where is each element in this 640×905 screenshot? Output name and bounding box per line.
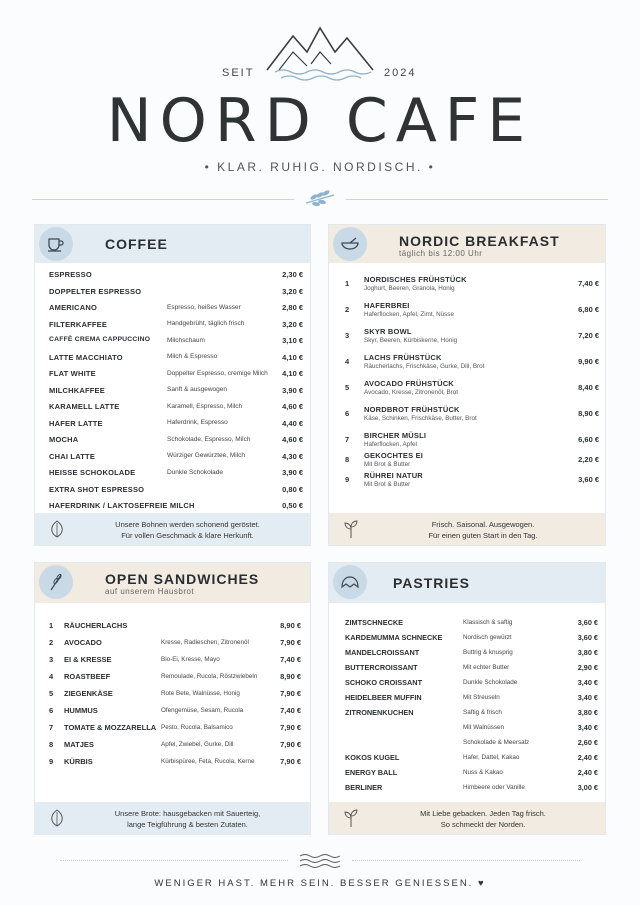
leaf-icon [47,519,67,539]
sandwiches-subtitle: auf unserem Hausbrot [105,587,195,596]
pastry-item-name: ZIMTSCHNECKE [345,618,403,627]
sandwich-item [49,621,301,638]
breakfast-item-number: 1 [345,279,350,288]
pastry-item [345,663,598,678]
coffee-item-price: 3,90 € [282,385,303,395]
sandwich-item [49,740,301,757]
coffee-footer [35,513,310,545]
sandwiches-footer-line2: lange Teigführung & besten Zutaten. [127,820,248,829]
breakfast-item [345,451,599,471]
breakfast-item-price: 6,80 € [578,305,599,314]
sandwich-item-number: 7 [49,723,54,732]
breakfast-item-price: 8,40 € [578,383,599,392]
pastry-item-name: SCHOKO CROISSANT [345,678,423,687]
breakfast-item-desc: Skyr, Beeren, Kürbiskerne, Honig [364,337,458,344]
breakfast-footer [329,513,605,545]
pastry-item-price: 2,90 € [577,663,598,672]
coffee-title: COFFEE [105,236,168,252]
pastry-item [345,768,598,783]
coffee-item-price: 3,20 € [282,286,303,296]
footer-divider-left [60,860,288,861]
coffee-item-name: MILCHKAFFEE [49,385,105,395]
breakfast-footer-line1: Frisch. Saisonal. Ausgewogen. [431,520,535,529]
sandwich-item-price: 7,40 € [280,655,301,664]
breakfast-item-name: SKYR BOWL [364,327,412,336]
sandwich-item [49,757,301,774]
coffee-item [49,485,303,502]
pastry-item-price: 2,40 € [577,768,598,777]
pastry-item-desc: Saftig & frisch [463,708,502,716]
breakfast-item-price: 9,90 € [578,357,599,366]
coffee-item-name: ESPRESSO [49,270,92,279]
sandwich-item-name: TOMATE & MOZZARELLA [64,723,157,732]
sandwich-item-name: HUMMUS [64,706,98,715]
pastry-item-desc: Schokolade & Meersalz [463,738,530,746]
breakfast-item [345,275,599,301]
pastry-item-desc: Mit Streuseln [463,693,500,701]
coffee-item-name: HEISSE SCHOKOLADE [49,468,136,477]
pastry-item-desc: Hafer, Dattel, Kakao [463,753,520,761]
leaf-ornament-icon [302,189,338,209]
sandwich-item-number: 6 [49,706,54,715]
breakfast-title: NORDIC BREAKFAST [399,233,560,249]
sandwich-item-name: EI & KRESSE [64,655,112,664]
pastry-item-price: 2,60 € [577,738,598,747]
breakfast-item-name: NORDBROT FRÜHSTÜCK [364,405,460,414]
coffee-item-desc: Doppelter Espresso, cremige Milch [167,369,268,377]
breakfast-item-name: BIRCHER MÜSLI [364,431,427,440]
coffee-item-price: 0,80 € [282,484,303,494]
breakfast-item-name: HAFERBREI [364,301,410,310]
coffee-item-price: 3,20 € [282,319,303,329]
pastry-item-desc: Dunkle Schokolade [463,678,518,686]
pastry-item-name: ENERGY BALL [345,768,398,777]
sandwich-item-desc: Apfel, Zwiebel, Gurke, Dill [161,740,234,748]
breakfast-item-number: 3 [345,331,350,340]
breakfast-subtitle: täglich bis 12:00 Uhr [399,249,483,258]
sandwiches-footer-line1: Unsere Brote: hausgebacken mit Sauerteig, [114,809,261,818]
sandwich-item-name: KÜRBIS [64,757,93,766]
breakfast-item [345,327,599,353]
sandwiches-footer [35,802,310,834]
sandwich-item-price: 8,90 € [280,672,301,681]
breakfast-list [345,275,599,491]
pastry-item [345,753,598,768]
coffee-footer-text [75,519,300,541]
breakfast-item-desc: Joghurt, Beeren, Granola, Honig [364,285,455,292]
coffee-item-desc: Handgebrüht, täglich frisch [167,320,245,327]
sandwich-item-price: 7,90 € [280,757,301,766]
breakfast-item [345,379,599,405]
sandwich-item-price: 7,90 € [280,723,301,732]
pastry-item [345,633,598,648]
sandwiches-footer-text [75,808,300,830]
coffee-item-desc: Karamell, Espresso, Milch [167,402,243,410]
mountain-logo-icon [265,22,375,84]
coffee-item [49,468,303,485]
coffee-item-price: 2,30 € [282,270,303,279]
brand-title: NORD CAFE [106,86,534,156]
pastries-title: PASTRIES [393,575,470,591]
coffee-item-price: 0,50 € [282,501,303,510]
coffee-item-name: MOCHA [49,435,79,444]
footer-slogan: WENIGER HAST. MEHR SEIN. BESSER GENIESSEN. ♥ [154,878,486,889]
bowl-icon [333,227,367,261]
pastry-item-price: 3,60 € [577,633,598,642]
breakfast-footer-line2: Für einen guten Start in den Tag. [428,531,538,540]
coffee-item-name: FLAT WHITE [49,369,96,378]
pastry-item-desc: Buttrig & knusprig [463,648,513,656]
pastries-footer [329,802,605,834]
coffee-footer-line1: Unsere Bohnen werden schonend geröstet. [115,520,260,529]
pastries-card [328,562,606,835]
breakfast-item-name: AVOCADO FRÜHSTÜCK [364,379,454,388]
wheat-icon [39,565,73,599]
breakfast-item-price: 7,40 € [578,279,599,288]
pastry-item-price: 3,40 € [577,723,598,732]
breakfast-item [345,405,599,431]
coffee-item-name: HAFERDRINK / LAKTOSEFREIE MILCH [49,501,195,510]
pastry-item-name: MANDELCROISSANT [345,648,420,657]
leaf-icon [47,808,67,828]
sandwich-item-desc: Rote Bete, Walnüsse, Honig [161,689,240,697]
coffee-item-price: 2,80 € [282,303,303,312]
sandwich-item-number: 4 [49,672,54,681]
sandwich-item-number: 2 [49,638,54,647]
pastry-item-price: 2,40 € [577,753,598,762]
coffee-item-name: LATTE MACCHIATO [49,352,123,362]
waves-icon [298,852,342,870]
coffee-item-price: 4,60 € [282,402,303,411]
sandwich-item-number: 3 [49,655,54,664]
sandwich-item-price: 7,40 € [280,706,301,715]
coffee-item-name: HAFER LATTE [49,418,103,428]
coffee-item-price: 4,10 € [282,369,303,378]
coffee-item-name: DOPPELTER ESPRESSO [49,286,142,296]
pastry-item [345,783,598,798]
sandwich-item [49,723,301,740]
croissant-icon [333,565,367,599]
coffee-item [49,369,303,386]
pastries-list [345,618,598,798]
coffee-header [35,225,310,263]
pastry-item-name: KARDEMUMMA SCHNECKE [345,633,443,642]
breakfast-item-desc: Haferflocken, Apfel, Zimt, Nüsse [364,311,454,318]
coffee-item [49,419,303,436]
sandwich-item-desc: Pesto, Rucola, Balsamico [161,723,233,731]
breakfast-footer-text [369,519,597,541]
breakfast-item [345,471,599,491]
breakfast-item-name: NORDISCHES FRÜHSTÜCK [364,275,467,284]
pastry-item [345,723,598,738]
pastry-item-price: 3,80 € [577,648,598,657]
coffee-item-price: 4,60 € [282,435,303,444]
breakfast-item-price: 3,60 € [578,475,599,484]
coffee-item-name: CAFFÈ CREMA CAPPUCCINO [49,336,151,343]
sandwich-item-name: ROASTBEEF [64,672,111,681]
coffee-cup-icon [39,227,73,261]
coffee-item [49,303,303,320]
pastry-item [345,648,598,663]
breakfast-item-price: 2,20 € [578,455,599,464]
breakfast-item-desc: Käse, Schinken, Frischkäse, Butter, Brot [364,415,477,422]
breakfast-item-name: GEKOCHTES EI [364,451,424,460]
pastry-item-name: KOKOS KUGEL [345,753,400,762]
breakfast-item-price: 6,60 € [578,435,599,444]
coffee-item-desc: Espresso, heißes Wasser [167,303,241,311]
sandwich-item-desc: Kresse, Radieschen, Zitronenöl [161,638,249,646]
breakfast-item-number: 7 [345,435,350,444]
breakfast-item [345,353,599,379]
breakfast-item-desc: Räucherlachs, Frischkäse, Gurke, Dill, Brot [364,363,485,370]
pastry-item-price: 3,40 € [577,678,598,687]
sandwich-item-price: 8,90 € [280,621,301,630]
coffee-item-desc: Sanft & ausgewogen [167,386,227,393]
sandwich-item [49,706,301,723]
sandwich-item-name: AVOCADO [64,638,102,647]
sandwich-item-price: 7,90 € [280,689,301,698]
breakfast-item-number: 5 [345,383,350,392]
sandwich-item-desc: Ofengemüse, Sesam, Rucola [161,706,244,714]
coffee-item-desc: Würziger Gewürztee, Milch [167,452,246,459]
pastry-item [345,738,598,753]
breakfast-item [345,431,599,451]
pastry-item-name: ZITRONENKUCHEN [345,708,414,717]
coffee-item [49,353,303,370]
coffee-item [49,386,303,403]
coffee-item-desc: Milchschaum [167,336,205,344]
sandwiches-list [49,621,301,774]
pastry-item-name: BUTTERCROISSANT [345,663,418,672]
sprout-icon [341,808,361,828]
pastry-item [345,708,598,723]
sandwich-item-desc: Remoulade, Rucola, Röstzwiebeln [161,672,258,680]
sandwich-item-number: 1 [49,621,54,630]
coffee-card [34,224,311,546]
sandwich-item-number: 9 [49,757,54,766]
coffee-item-price: 3,90 € [282,468,303,477]
coffee-item [49,435,303,452]
breakfast-item-name: RÜHREI NATUR [364,471,423,480]
breakfast-item-name: LACHS FRÜHSTÜCK [364,353,442,362]
pastry-item [345,618,598,633]
pastry-item-price: 3,40 € [577,693,598,702]
pastries-footer-line2: So schmeckt der Norden. [440,820,526,829]
sandwich-item-name: ZIEGENKÄSE [64,689,113,698]
sandwiches-card [34,562,311,835]
breakfast-item-number: 4 [345,357,350,366]
pastry-item-name: BERLINER [345,783,383,792]
sandwiches-title: OPEN SANDWICHES [105,571,260,587]
coffee-item-desc: Haferdrink, Espresso [167,419,228,426]
sandwich-item-number: 5 [49,689,54,698]
breakfast-item-desc: Haferflocken, Apfel [364,441,417,448]
coffee-footer-line2: Für vollen Geschmack & klare Herkunft. [121,531,254,540]
sandwich-item-name: MATJES [64,740,94,749]
breakfast-item-desc: Mit Brot & Butter [364,481,411,488]
coffee-item-name: KARAMELL LATTE [49,402,120,411]
breakfast-item-number: 8 [345,455,350,464]
pastry-item [345,693,598,708]
breakfast-item-desc: Mit Brot & Butter [364,461,411,468]
sandwich-item-name: RÄUCHERLACHS [64,621,128,630]
sandwich-item [49,689,301,706]
pastry-item-price: 3,00 € [577,783,598,792]
breakfast-item [345,301,599,327]
sandwich-item-desc: Bio-Ei, Kresse, Mayo [161,655,220,663]
menu-header [0,0,640,215]
coffee-item-name: AMERICANO [49,303,98,312]
sandwich-item-number: 8 [49,740,54,749]
pastry-item-desc: Nordisch gewürzt [463,633,512,641]
breakfast-item-price: 7,20 € [578,331,599,340]
pastry-item-desc: Mit Walnüssen [463,723,505,731]
coffee-item-price: 4,40 € [282,418,303,428]
header-divider-left [32,199,294,200]
coffee-item-desc: Schokolade, Espresso, Milch [167,435,251,443]
footer-divider-right [352,860,580,861]
sandwich-item-desc: Kürbispüree, Feta, Rucola, Kerne [161,757,255,765]
sandwich-item [49,672,301,689]
breakfast-card [328,224,606,546]
coffee-item [49,320,303,337]
pastry-item-desc: Nuss & Kakao [463,768,503,776]
pastry-item-price: 3,80 € [577,708,598,717]
pastry-item-name: HEIDELBEER MUFFIN [345,693,422,702]
coffee-item [49,287,303,304]
coffee-item [49,336,303,353]
seit-label: SEIT [222,67,255,79]
pastry-item-desc: Himbeere oder Vanille [463,783,525,791]
pastries-footer-line1: Mit Liebe gebacken. Jeden Tag frisch. [420,809,546,818]
pastry-item [345,678,598,693]
pastry-item-desc: Klassisch & saftig [463,618,513,626]
coffee-item-desc: Milch & Espresso [167,353,218,360]
sandwich-item-price: 7,90 € [280,638,301,647]
breakfast-item-number: 2 [345,305,350,314]
coffee-item [49,402,303,419]
coffee-item-price: 3,10 € [282,336,303,345]
coffee-item [49,270,303,287]
breakfast-item-number: 6 [345,409,350,418]
coffee-list [49,270,303,518]
breakfast-item-price: 8,90 € [578,409,599,418]
coffee-item-price: 4,10 € [282,352,303,362]
coffee-item-price: 4,30 € [282,451,303,461]
pastries-footer-text [369,808,597,830]
coffee-item [49,452,303,469]
coffee-item-name: EXTRA SHOT ESPRESSO [49,484,145,494]
pastry-item-desc: Mit echter Butter [463,663,510,671]
brand-tagline: • KLAR. RUHIG. NORDISCH. • [204,160,436,174]
year-label: 2024 [384,67,417,79]
breakfast-item-number: 9 [345,475,350,484]
pastry-item-price: 3,60 € [577,618,598,627]
breakfast-item-desc: Avocado, Kresse, Zitronenöl, Brot [364,389,459,396]
sandwich-item-price: 7,90 € [280,740,301,749]
coffee-item-name: FILTERKAFFEE [49,319,108,329]
sandwich-item [49,655,301,672]
coffee-item-name: CHAI LATTE [49,451,96,461]
coffee-item-desc: Dunkle Schokolade [167,468,224,476]
sandwich-item [49,638,301,655]
header-divider-right [346,199,608,200]
sprout-icon [341,519,361,539]
